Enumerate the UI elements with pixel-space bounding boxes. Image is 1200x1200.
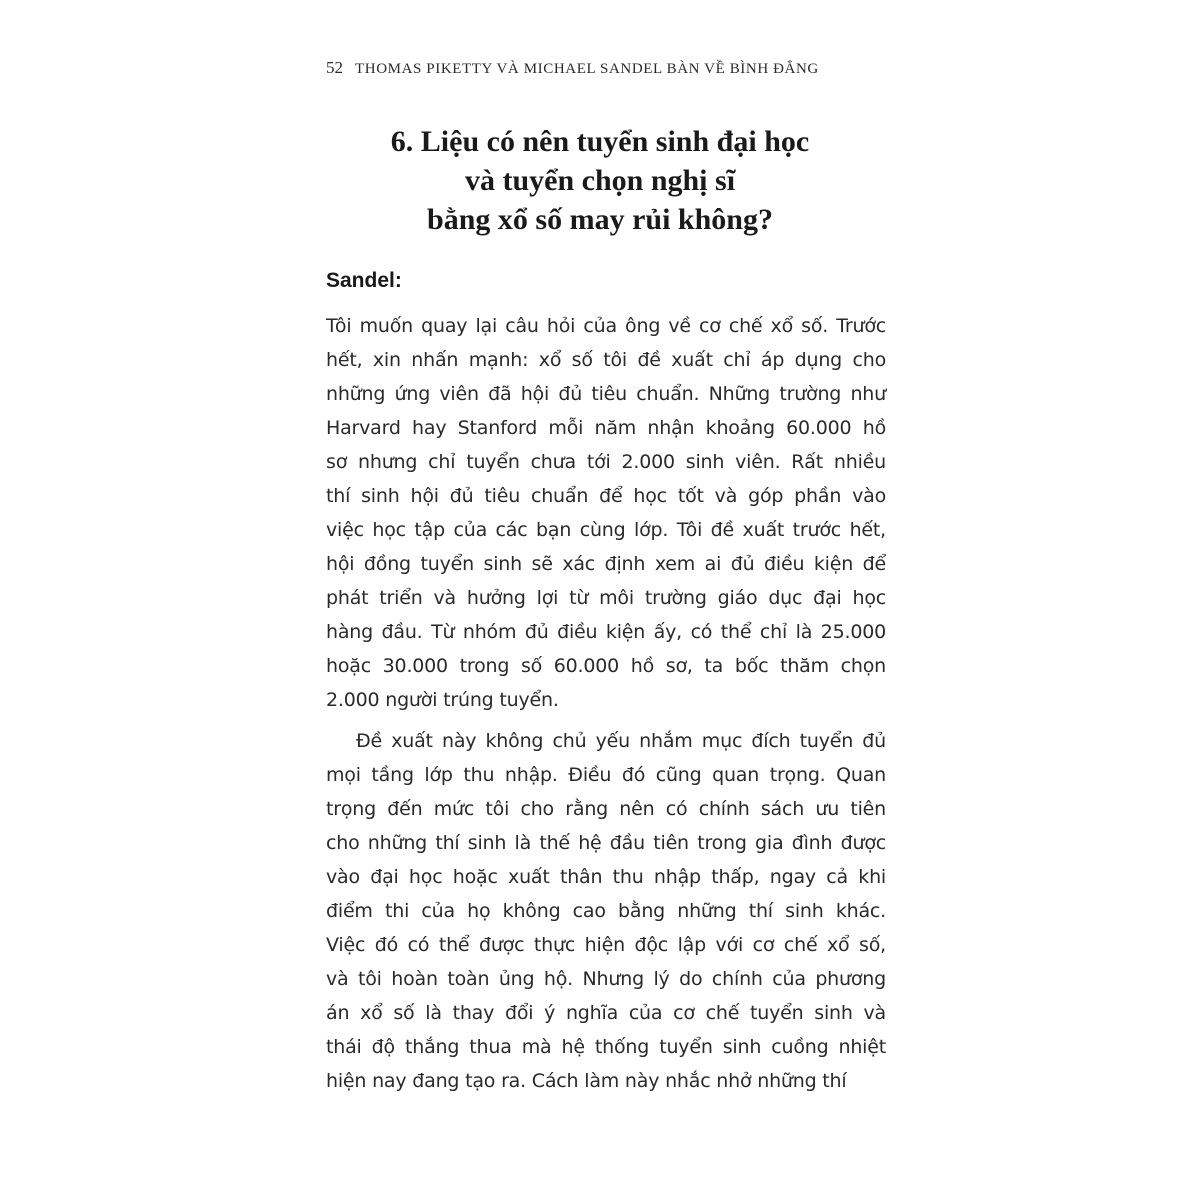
- page-number: 52: [326, 58, 343, 77]
- text-line: phát triển và hưởng lợi từ môi trường giáo dục đại học: [326, 587, 886, 609]
- chapter-title-line: bằng xổ số may rủi không?: [427, 203, 773, 236]
- text-line: thí sinh hội đủ tiêu chuẩn để học tốt và góp phần vào: [326, 485, 886, 507]
- text-line: điểm thi của họ không cao bằng những thí sinh khác.: [326, 900, 886, 922]
- text-line: sơ nhưng chỉ tuyển chưa tới 2.000 sinh viên. Rất nhiều: [326, 451, 886, 473]
- text-line: 2.000 người trúng tuyển.: [326, 689, 559, 711]
- text-line: thái độ thắng thua mà hệ thống tuyển sinh cuồng nhiệt: [326, 1036, 886, 1058]
- text-line: và tôi hoàn toàn ủng hộ. Nhưng lý do chính của phương: [326, 968, 886, 990]
- text-line: Đề xuất này không chủ yếu nhắm mục đích tuyển đủ: [356, 730, 886, 752]
- text-line: hàng đầu. Từ nhóm đủ điều kiện ấy, có thể chỉ là 25.000: [326, 621, 886, 643]
- text-line: Tôi muốn quay lại câu hỏi của ông về cơ chế xổ số. Trước: [326, 315, 886, 337]
- text-line: những ứng viên đã hội đủ tiêu chuẩn. Những trường như: [326, 383, 886, 405]
- text-line: Việc đó có thể được thực hiện độc lập với cơ chế xổ số,: [326, 934, 886, 956]
- text-line: hoặc 30.000 trong số 60.000 hồ sơ, ta bốc thăm chọn: [326, 655, 886, 677]
- text-line: vào đại học hoặc xuất thân thu nhập thấp, ngay cả khi: [326, 866, 886, 888]
- running-title: THOMAS PIKETTY VÀ MICHAEL SANDEL BÀN VỀ BÌNH ĐẲNG: [355, 61, 819, 77]
- text-line: trọng đến mức tôi cho rằng nên có chính sách ưu tiên: [326, 798, 886, 820]
- speaker-label: Sandel:: [326, 269, 402, 292]
- paragraph: [326, 724, 886, 1098]
- text-line: hội đồng tuyển sinh sẽ xác định xem ai đủ điều kiện để: [326, 553, 886, 575]
- paragraph: [326, 309, 886, 717]
- text-line: cho những thí sinh là thế hệ đầu tiên trong gia đình được: [326, 832, 886, 854]
- text-line: việc học tập của các bạn cùng lớp. Tôi đề xuất trước hết,: [326, 519, 886, 541]
- text-line: hiện nay đang tạo ra. Cách làm này nhắc nhở những thí: [326, 1070, 847, 1092]
- chapter-title-line: và tuyển chọn nghị sĩ: [464, 164, 736, 197]
- running-header: [326, 58, 819, 78]
- text-line: án xổ số là thay đổi ý nghĩa của cơ chế tuyển sinh và: [326, 1002, 886, 1024]
- chapter-title-line: 6. Liệu có nên tuyển sinh đại học: [390, 125, 810, 158]
- text-line: mọi tầng lớp thu nhập. Điều đó cũng quan trọng. Quan: [326, 764, 886, 786]
- text-line: hết, xin nhấn mạnh: xổ số tôi đề xuất chỉ áp dụng cho: [326, 349, 886, 371]
- chapter-title: [300, 122, 900, 239]
- text-line: Harvard hay Stanford mỗi năm nhận khoảng 60.000 hồ: [326, 417, 886, 439]
